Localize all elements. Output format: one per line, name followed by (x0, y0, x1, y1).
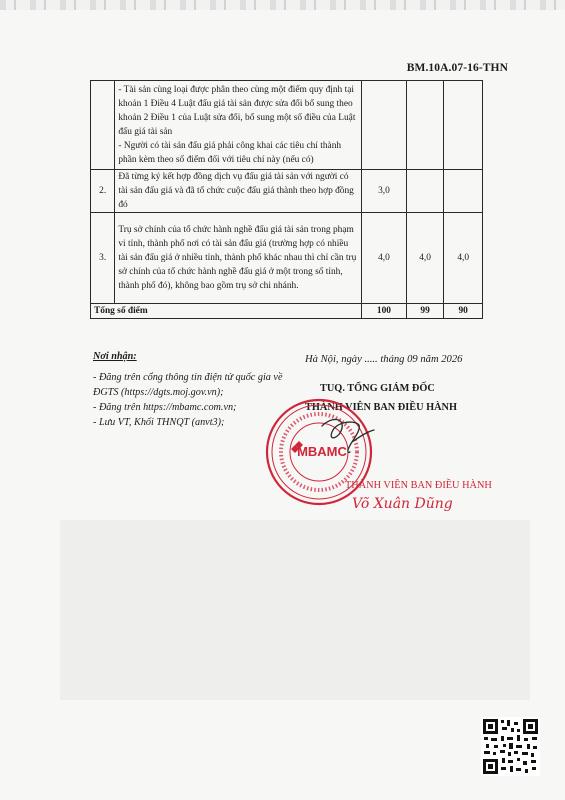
seal-logo-text: MBAMC (297, 444, 347, 459)
scan-top-band (0, 0, 565, 10)
score-cell (444, 81, 483, 170)
criterion-paragraph: - Tài sản cùng loại được phân theo cùng một điểm quy định tại khoản 1 Điều 4 Luật đấu giá tài sản được sửa đổi bổ sung theo khoản 2 Điều 1 của Luật sửa đổi, bổ sung một số điều của Luật đấu giá tài sản (118, 85, 356, 137)
criterion-paragraph: Trụ sở chính của tổ chức hành nghề đấu giá tài sản trong phạm vi tỉnh, thành phố nơi có tài sản đấu giá (trường hợp có nhiều tài sản đấu giá ở nhiều tỉnh, thành phố khác nhau thì chỉ cần trụ sở chính của tổ chức hành nghề đấu giá ở một trong số tỉnh, thành phố đó), không bao gồm trụ sở chi nhánh. (118, 225, 357, 291)
signer-title: THÀNH VIÊN BAN ĐIỀU HÀNH (345, 480, 492, 491)
recipient-item: - Đăng trên https://mbamc.com.vn; (93, 402, 237, 413)
total-row (91, 304, 483, 319)
total-score: 100 (362, 304, 407, 319)
score-cell (444, 170, 483, 213)
criterion-text (115, 81, 362, 170)
row-number: 2. (91, 170, 115, 213)
table-row (91, 213, 483, 304)
document-code: BM.10A.07-16-THN (406, 62, 508, 74)
total-score: 90 (444, 304, 483, 319)
score-cell (406, 170, 444, 213)
row-number: 3. (91, 213, 115, 304)
score-cell: 4,0 (444, 213, 483, 304)
criterion-paragraph: Đã từng ký kết hợp đồng dịch vụ đấu giá tài sản với người có tài sản đấu giá và đã tổ chức cuộc đấu giá thành theo hợp đồng đó (118, 172, 354, 210)
total-score: 99 (406, 304, 444, 319)
criterion-text (115, 170, 362, 213)
score-cell: 3,0 (362, 170, 407, 213)
qr-code-icon (481, 717, 540, 776)
criterion-paragraph: - Người có tài sản đấu giá phải công khai các tiêu chí thành phần kèm theo số điểm đối với tiêu chí này (nếu có) (118, 141, 342, 165)
signer-name: Võ Xuân Dũng (352, 496, 453, 512)
score-cell: 4,0 (362, 213, 407, 304)
criterion-text (115, 213, 362, 304)
score-cell: 4,0 (406, 213, 444, 304)
recipient-item: - Lưu VT, Khối THNQT (anvt3); (93, 417, 225, 428)
signatory-title: TUQ. TỔNG GIÁM ĐỐC (320, 383, 435, 394)
recipients-heading: Nơi nhận: (93, 351, 137, 362)
total-label: Tổng số điểm (91, 304, 362, 319)
handwritten-signature-icon (318, 412, 378, 458)
show-through-shade (60, 520, 530, 700)
table-row (91, 81, 483, 170)
date-line: Hà Nội, ngày ..... tháng 09 năm 2026 (305, 354, 463, 365)
signatory-subtitle: THÀNH VIÊN BAN ĐIỀU HÀNH (305, 402, 457, 413)
recipient-item: - Đăng trên cổng thông tin điện tử quốc gia về ĐGTS (https://dgts.moj.gov.vn); (93, 372, 283, 398)
table-row (91, 170, 483, 213)
row-number (91, 81, 115, 170)
criteria-table (90, 80, 483, 319)
score-cell (406, 81, 444, 170)
score-cell (362, 81, 407, 170)
